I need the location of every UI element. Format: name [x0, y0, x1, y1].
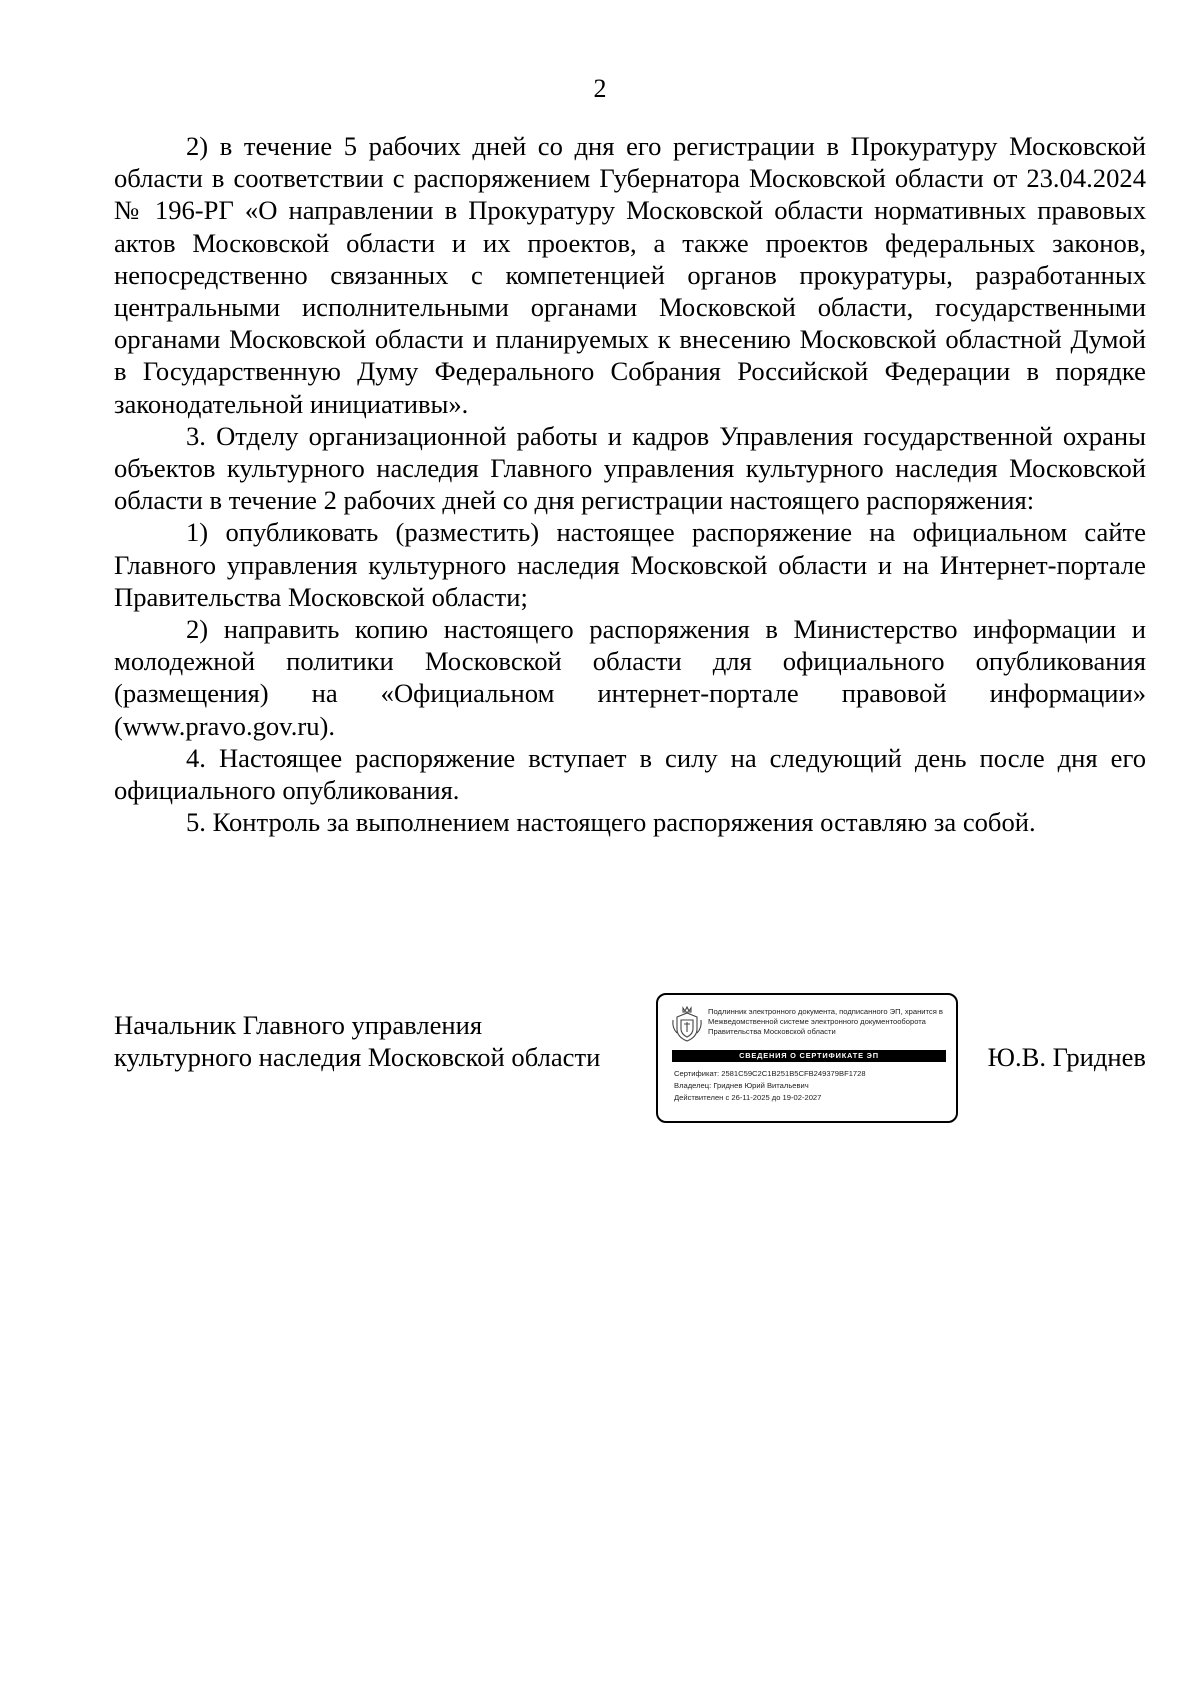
- paragraph: 1) опубликовать (разместить) настоящее распоряжение на официальном сайте Главного управления культурного наследия Московской области и на Интернет-портале Правительства Московской области;: [114, 517, 1146, 612]
- paragraph: 5. Контроль за выполнением настоящего распоряжения оставляю за собой.: [186, 807, 1036, 838]
- paragraph: 2) в течение 5 рабочих дней со дня его регистрации в Прокуратуру Московской области в соответствии с распоряжением Губернатора Московской области от 23.04.2024 № 196-РГ «О направлении в Прокуратуру Московской области нормативных правовых актов Московской области и их проектов, а также проектов федеральных законов, непосредственно связанных с компетенцией органов прокуратуры, разработанных центральными исполнительными органами Московской области, государственными органами Московской области и планируемых к внесению Московской областной Думой в Государственную Думу Федерального Собрания Российской Федерации в порядке законодательной инициативы».: [114, 131, 1146, 419]
- signatory-name: Ю.В. Гриднев: [987, 1042, 1146, 1072]
- stamp-certificate-details: [674, 1068, 950, 1105]
- stamp-certificate-owner: Владелец: Гриднев Юрий Витальевич: [674, 1081, 809, 1091]
- signatory-position-line: культурного наследия Московской области: [114, 1042, 601, 1072]
- paragraph: 3. Отделу организационной работы и кадров Управления государственной охраны объектов культурного наследия Главного управления культурного наследия Московской области в течение 2 рабочих дней со дня регистрации настоящего распоряжения:: [114, 420, 1146, 516]
- stamp-certificate-validity: Действителен с 26-11-2025 до 19-02-2027: [674, 1093, 822, 1103]
- page-number: 2: [593, 74, 607, 103]
- paragraph: 4. Настоящее распоряжение вступает в силу на следующий день после дня его официального опубликования.: [114, 742, 1146, 806]
- stamp-notice-text: Подлинник электронного документа, подписанного ЭП, хранится в Межведомственной системе электронного документооборота Правительства Московской области: [708, 1007, 943, 1036]
- stamp-certificate-header: СВЕДЕНИЯ О СЕРТИФИКАТЕ ЭП: [672, 1050, 946, 1062]
- document-body: [114, 130, 1146, 838]
- electronic-signature-stamp: [656, 993, 958, 1123]
- paragraph: 2) направить копию настоящего распоряжения в Министерство информации и молодежной политики Московской области для официального опубликования (размещения) на «Официальном интернет-портале правовой информации» (www.pravo.gov.ru).: [114, 614, 1146, 741]
- stamp-certificate-number: Сертификат: 2581C59C2C1B251B5CFB249379BF1728: [674, 1069, 866, 1078]
- coat-of-arms-icon: [671, 1004, 703, 1044]
- signatory-position-line: Начальник Главного управления: [114, 1010, 483, 1040]
- signatory-position: [114, 1009, 600, 1073]
